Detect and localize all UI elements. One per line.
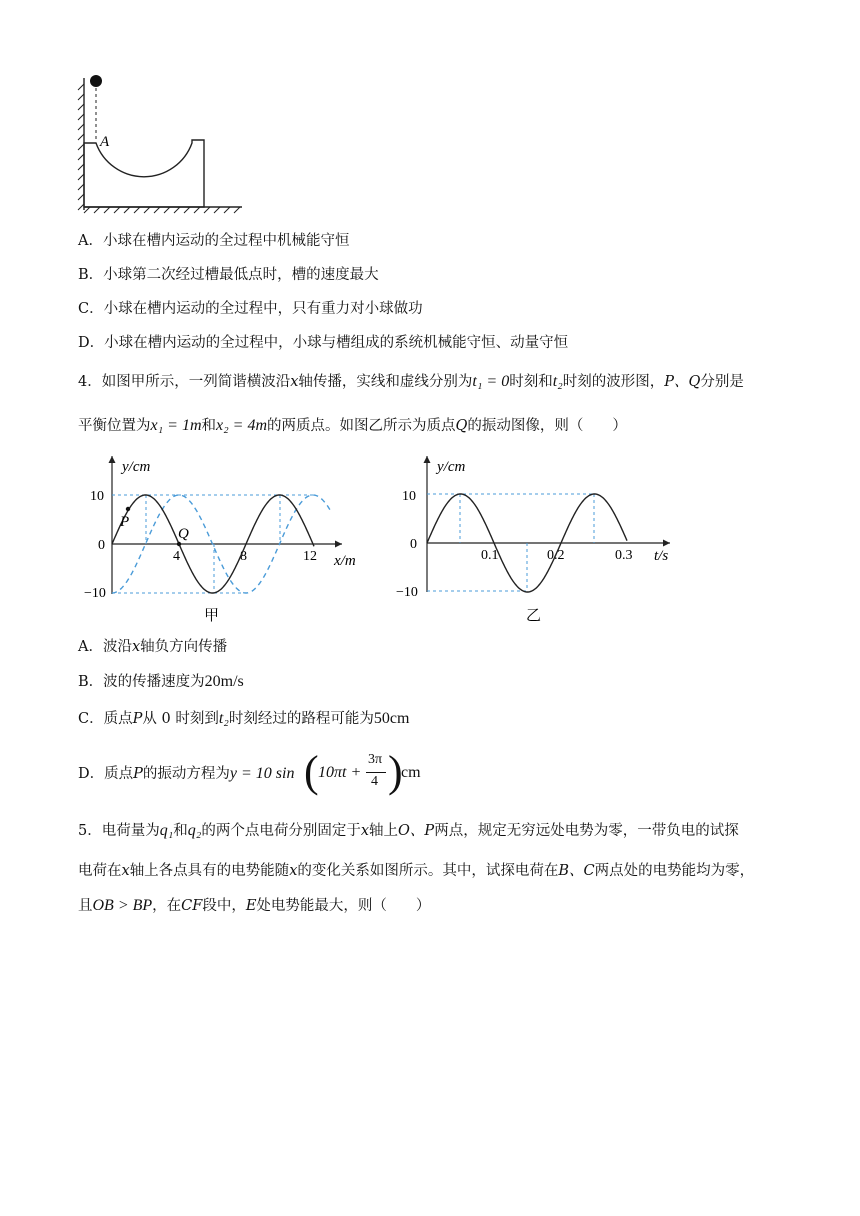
q4-stem-line1: 4．如图甲所示，一列简谐横波沿x轴传播，实线和虚线分别为t₁ = 0时刻和t₂时刻的波形图，P、Q分别是 bbox=[78, 373, 744, 390]
wave-graph-jia bbox=[80, 452, 380, 627]
yi-xlabel: t/s bbox=[654, 548, 669, 564]
label-p: P bbox=[120, 514, 130, 530]
yi-ylabel: y/cm bbox=[437, 459, 466, 475]
yi-xtick-0.2: 0.2 bbox=[547, 548, 565, 563]
yi-ytick-neg10: −10 bbox=[396, 585, 418, 600]
yi-xtick-0.1: 0.1 bbox=[481, 548, 499, 563]
jia-xtick-4: 4 bbox=[173, 549, 180, 564]
point-q bbox=[177, 542, 181, 546]
yi-ytick-10: 10 bbox=[402, 489, 416, 504]
jia-xlabel: x/m bbox=[334, 553, 356, 569]
label-a: A bbox=[100, 134, 110, 150]
jia-ytick-neg10: −10 bbox=[84, 586, 106, 601]
label-q: Q bbox=[178, 526, 189, 542]
q5-stem-line2: 电荷在x轴上各点具有的电势能随x的变化关系如图所示。其中，试探电荷在B、C两点处的电势能均为零， bbox=[78, 863, 755, 879]
jia-caption: 甲 bbox=[204, 608, 220, 624]
q5-stem-line1: 5．电荷量为q₁和q₂的两个点电荷分别固定于x轴上O、P两点，规定无穷远处电势为零，一带负电的试探 bbox=[78, 822, 739, 839]
q3-option-d: D．小球在槽内运动的全过程中，小球与槽组成的系统机械能守恒、动量守恒 bbox=[78, 335, 569, 351]
yi-caption: 乙 bbox=[526, 608, 542, 624]
q5-stem-line3: 且OB > BP，在CF段中，E处电势能最大，则（ ） bbox=[78, 897, 431, 914]
q4-option-a: A．波沿x轴负方向传播 bbox=[78, 639, 228, 655]
q4-option-d: D．质点P的振动方程为y = 10 sin bbox=[78, 765, 295, 782]
ball bbox=[90, 75, 102, 87]
q3-option-b: B．小球第二次经过槽最低点时，槽的速度最大 bbox=[78, 267, 379, 283]
q4-stem-line2: 平衡位置为x₁ = 1m和x₂ = 4m的两质点。如图乙所示为质点Q的振动图像，则（ ） bbox=[78, 417, 627, 434]
jia-xtick-12: 12 bbox=[303, 549, 317, 564]
jia-xtick-8: 8 bbox=[240, 549, 247, 564]
jia-ylabel: y/cm bbox=[122, 459, 151, 475]
yi-ytick-0: 0 bbox=[410, 537, 417, 552]
point-p bbox=[126, 507, 130, 511]
q4-option-b: B．波的传播速度为20m/s bbox=[78, 673, 244, 690]
vibration-graph-yi bbox=[392, 452, 692, 627]
jia-ytick-0: 0 bbox=[98, 538, 105, 553]
jia-ytick-10: 10 bbox=[90, 489, 104, 504]
q4-option-d-equation: ( 10πt + 3π 4 ) cm bbox=[304, 747, 421, 796]
q3-option-a: A．小球在槽内运动的全过程中机械能守恒 bbox=[78, 233, 350, 249]
q4-option-c: C．质点P从 0 时刻到t₂时刻经过的路程可能为50cm bbox=[78, 710, 410, 727]
q3-option-c: C．小球在槽内运动的全过程中，只有重力对小球做功 bbox=[78, 301, 423, 317]
yi-xtick-0.3: 0.3 bbox=[615, 548, 633, 563]
trough-figure bbox=[70, 70, 260, 220]
